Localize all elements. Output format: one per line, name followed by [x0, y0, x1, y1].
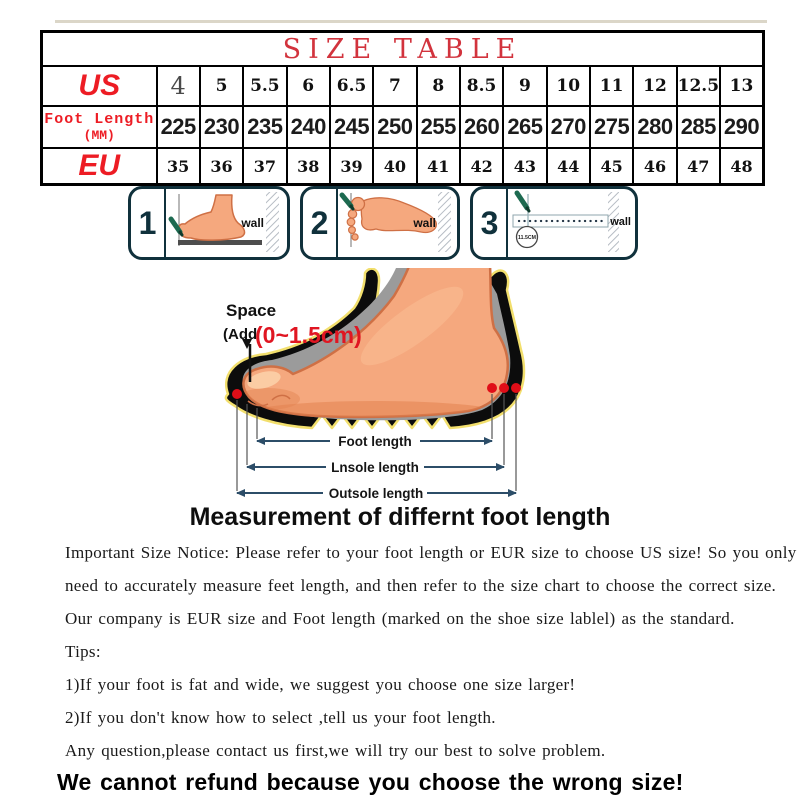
foot-length-row	[42, 106, 764, 148]
us-row-label: US	[42, 66, 157, 106]
foot-side-measure-icon	[166, 189, 284, 255]
size-cell: 6	[287, 66, 330, 106]
step-number: 3	[473, 189, 508, 257]
size-table-title: SIZE TABLE	[42, 32, 764, 67]
wall-label: wall	[241, 216, 264, 230]
size-cell: 275	[590, 106, 633, 148]
size-cell: 5.5	[243, 66, 286, 106]
space-label: Space	[226, 301, 277, 320]
size-cell: 40	[373, 148, 416, 185]
size-cell: 270	[547, 106, 590, 148]
size-cell: 255	[417, 106, 460, 148]
top-divider	[55, 20, 767, 23]
size-table-title-row	[42, 32, 764, 67]
size-cell: 10	[547, 66, 590, 106]
size-cell: 39	[330, 148, 373, 185]
measuring-steps	[128, 186, 638, 260]
notice-line: Our company is EUR size and Foot length (marked on the shoe size lablel) as the standard.	[65, 609, 735, 628]
size-cell: 46	[633, 148, 676, 185]
tip-line: 2)If you don't know how to select ,tell us your foot length.	[65, 708, 496, 727]
size-cell: 225	[157, 106, 200, 148]
size-cell: 265	[503, 106, 546, 148]
size-table	[40, 30, 765, 186]
us-size-row	[42, 66, 764, 106]
size-cell: 47	[677, 148, 720, 185]
size-cell: 13	[720, 66, 764, 106]
step-panel-3	[470, 186, 638, 260]
size-cell: 8	[417, 66, 460, 106]
wall-label: wall	[610, 216, 631, 228]
size-cell: 12	[633, 66, 676, 106]
contact-line: Any question,please contact us first,we will try our best to solve problem.	[65, 741, 606, 760]
size-cell: 5	[200, 66, 243, 106]
step-panel-2	[300, 186, 460, 260]
size-cell: 245	[330, 106, 373, 148]
ruler-measure-icon	[508, 189, 632, 255]
step-panel-1	[128, 186, 290, 260]
diagram-caption: Measurement of differnt foot length	[189, 503, 611, 531]
size-cell: 48	[720, 148, 764, 185]
size-cell: 260	[460, 106, 503, 148]
size-cell: 250	[373, 106, 416, 148]
size-cell: 285	[677, 106, 720, 148]
foot-length-row-label	[42, 106, 157, 148]
size-cell: 4	[157, 66, 200, 106]
size-cell: 38	[287, 148, 330, 185]
size-cell: 45	[590, 148, 633, 185]
ruler-value-label: 11.5CM	[518, 235, 536, 241]
size-cell: 9	[503, 66, 546, 106]
tips-heading: Tips:	[65, 642, 101, 661]
eu-size-row	[42, 148, 764, 185]
size-cell: 235	[243, 106, 286, 148]
foot-length-unit-text: (MM)	[83, 128, 115, 143]
step-number: 2	[303, 189, 338, 257]
foot-top-measure-icon	[338, 189, 456, 255]
size-cell: 43	[503, 148, 546, 185]
outsole-length-dim-label: Outsole length	[328, 486, 424, 501]
size-cell: 230	[200, 106, 243, 148]
size-cell: 11	[590, 66, 633, 106]
size-cell: 37	[243, 148, 286, 185]
foot-length-label-text: Foot Length	[44, 111, 155, 128]
space-range-label: (0~1.5cm)	[255, 322, 362, 348]
notice-line: Important Size Notice: Please refer to your foot length or EUR size to choose US size! So you only	[65, 543, 797, 562]
foot-length-diagram	[160, 268, 620, 504]
size-cell: 290	[720, 106, 764, 148]
refund-warning: We cannot refund because you choose the wrong size!	[57, 769, 684, 795]
foot-length-dim-label: Foot length	[338, 434, 412, 449]
insole-length-dim-label: Lnsole length	[331, 460, 419, 475]
size-cell: 12.5	[677, 66, 720, 106]
size-cell: 280	[633, 106, 676, 148]
size-cell: 240	[287, 106, 330, 148]
eu-row-label: EU	[42, 148, 157, 185]
size-cell: 6.5	[330, 66, 373, 106]
size-cell: 7	[373, 66, 416, 106]
size-cell: 42	[460, 148, 503, 185]
tip-line: 1)If your foot is fat and wide, we suggest you choose one size larger!	[65, 675, 576, 694]
step-number: 1	[131, 189, 166, 257]
size-cell: 8.5	[460, 66, 503, 106]
notice-line: need to accurately measure feet length, and then refer to the size chart to choose the correct size.	[65, 576, 777, 595]
space-add-label: (Add	[223, 326, 258, 343]
size-cell: 36	[200, 148, 243, 185]
wall-label: wall	[413, 216, 436, 230]
dimension-lines	[237, 433, 516, 501]
size-cell: 35	[157, 148, 200, 185]
size-notice-block	[0, 536, 800, 798]
size-cell: 41	[417, 148, 460, 185]
size-cell: 44	[547, 148, 590, 185]
